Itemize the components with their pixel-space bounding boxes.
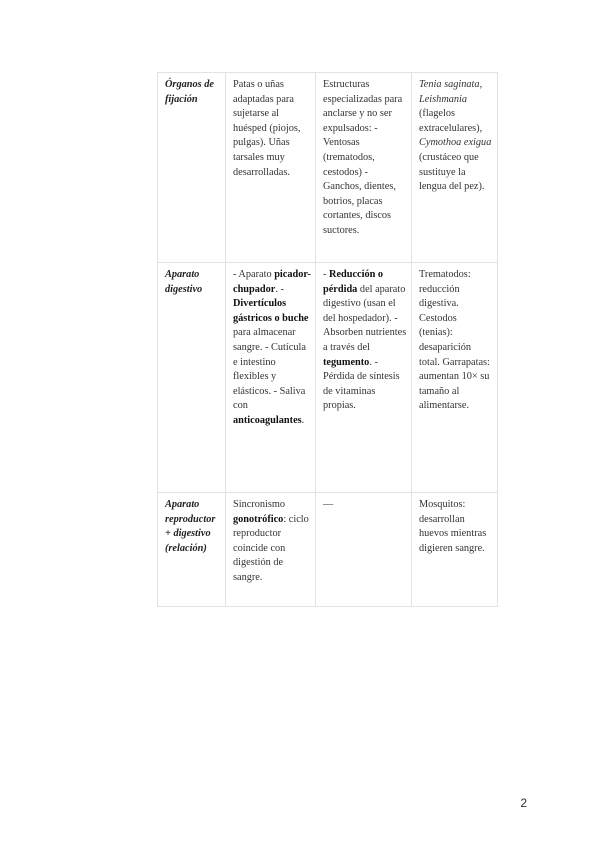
cell-text: - — [323, 269, 330, 280]
row-label: Aparato digestivo — [158, 263, 226, 493]
table-cell — [226, 73, 316, 263]
table-row — [158, 73, 498, 263]
cell-text: — — [323, 499, 334, 510]
bold-text: Reducción o pérdida — [323, 269, 384, 295]
cell-text: - Aparato — [233, 269, 275, 280]
row-label: Aparato reproductor + digestivo (relación) — [158, 493, 226, 607]
adaptations-table — [157, 72, 498, 607]
cell-text: Trematodos: reducción digestiva. Cestodos (tenias): desaparición total. Garrapatas: aumentan 10× su tamaño al alimentarse. — [419, 269, 490, 412]
cell-text: . - Pérdida de síntesis de vitaminas propias. — [323, 356, 400, 412]
table-cell — [226, 263, 316, 493]
bold-text: Divertículos gástricos o buche — [233, 298, 309, 324]
cell-text: del aparato digestivo (usan el del hospedador). - Absorben nutrientes a través del — [323, 283, 407, 353]
cell-text: Patas o uñas adaptadas para sujetarse al huésped (piojos, pulgas). Uñas tarsales muy desarrolladas. — [233, 79, 301, 178]
italic-text: Leishmania — [419, 93, 468, 105]
bold-text: picador-chupador — [233, 269, 311, 295]
row-label: Órganos de fijación — [158, 73, 226, 263]
cell-text: (crustáceo que sustituye la lengua del pez). — [419, 151, 485, 193]
table-cell — [316, 263, 412, 493]
table-cell — [316, 493, 412, 607]
bold-text: gonotrófico — [233, 513, 284, 525]
cell-text: . - — [275, 283, 284, 295]
cell-text: . — [301, 414, 305, 426]
table-row — [158, 263, 498, 493]
table-cell — [412, 73, 498, 263]
page-number: 2 — [520, 796, 527, 810]
cell-text: : ciclo reproductor coincide con digestión de sangre. — [233, 513, 309, 583]
table-cell — [316, 73, 412, 263]
table-cell — [226, 493, 316, 607]
italic-text: Cymothoa exigua — [419, 137, 492, 149]
cell-text: Sincronismo — [233, 499, 286, 510]
table-cell — [412, 263, 498, 493]
cell-text: para almacenar sangre. - Cutícula e intestino flexibles y elásticos. - Saliva con — [233, 327, 306, 412]
table-cell — [412, 493, 498, 607]
cell-text: (flagelos extracelulares), — [419, 108, 483, 134]
cell-text: , — [479, 79, 483, 90]
table-row — [158, 493, 498, 607]
cell-text: Estructuras especializadas para anclarse y no ser expulsados: - Ventosas (trematodos, cestodos) - Ganchos, dientes, botrios, placas cortantes, discos suctores. — [323, 79, 403, 236]
bold-text: anticoagulantes — [233, 414, 302, 426]
cell-text: Mosquitos: desarrollan huevos mientras digieren sangre. — [419, 499, 487, 554]
italic-text: Tenia saginata — [419, 79, 480, 90]
bold-text: tegumento — [323, 356, 370, 368]
